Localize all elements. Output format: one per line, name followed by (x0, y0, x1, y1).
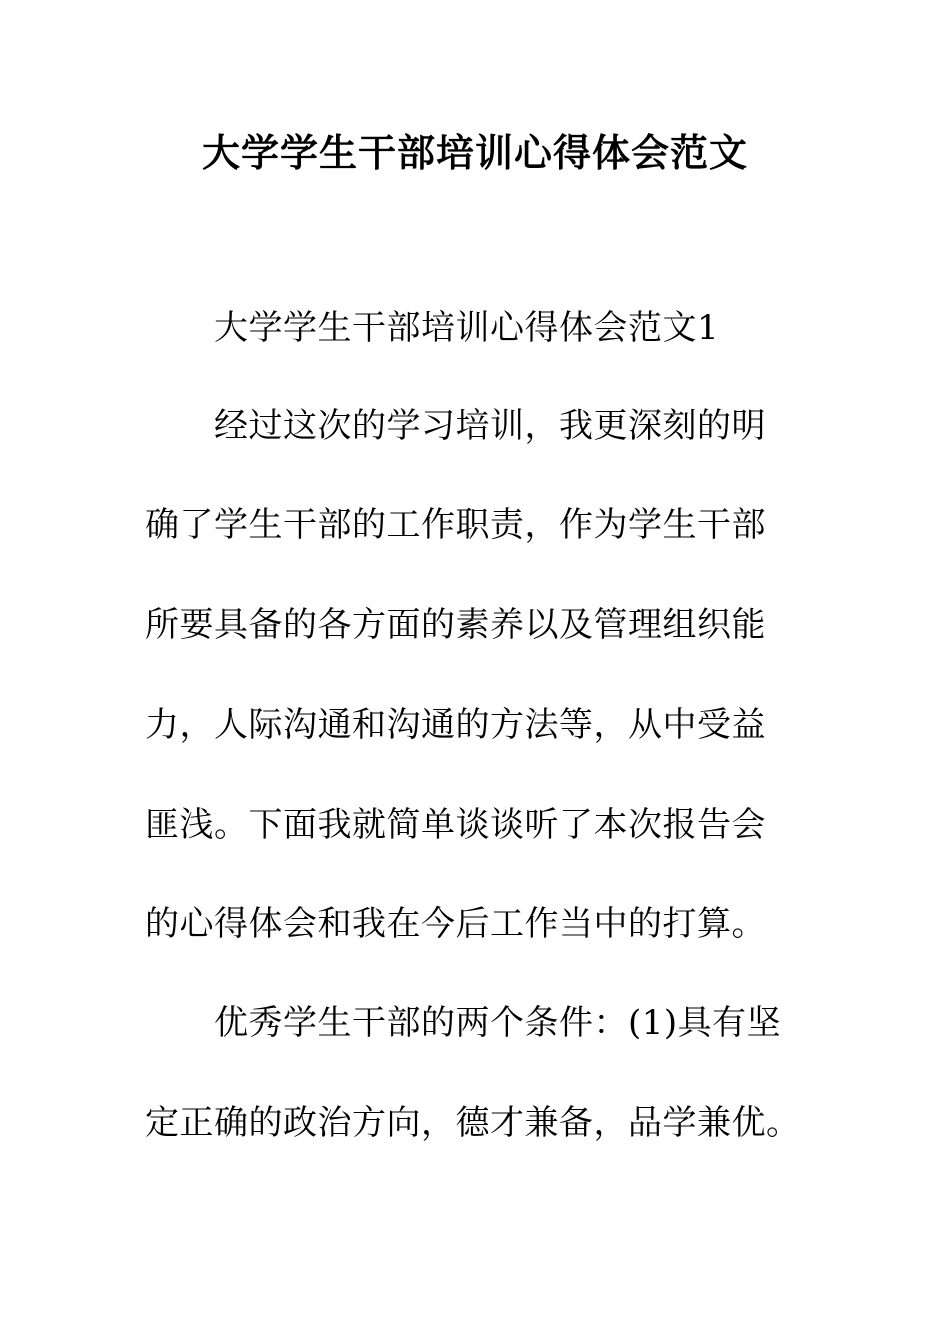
paragraph-line: 优秀学生干部的两个条件：(1)具有坚 (214, 1003, 782, 1043)
paragraph-line: 经过这次的学习培训，我更深刻的明 (214, 406, 766, 446)
paragraph-line: 的心得体会和我在今后工作当中的打算。 (145, 904, 766, 944)
paragraph-line: 所要具备的各方面的素养以及管理组织能 (145, 605, 766, 645)
document-title: 大学学生干部培训心得体会范文 (201, 130, 748, 175)
paragraph-line: 力，人际沟通和沟通的方法等，从中受益 (145, 705, 766, 745)
paragraph-line: 匪浅。下面我就简单谈谈听了本次报告会 (145, 805, 766, 845)
paragraph-line: 定正确的政治方向，德才兼备，品学兼优。 (145, 1103, 801, 1143)
paragraph-line: 确了学生干部的工作职责，作为学生干部 (145, 505, 766, 545)
section-heading: 大学学生干部培训心得体会范文1 (214, 308, 720, 348)
